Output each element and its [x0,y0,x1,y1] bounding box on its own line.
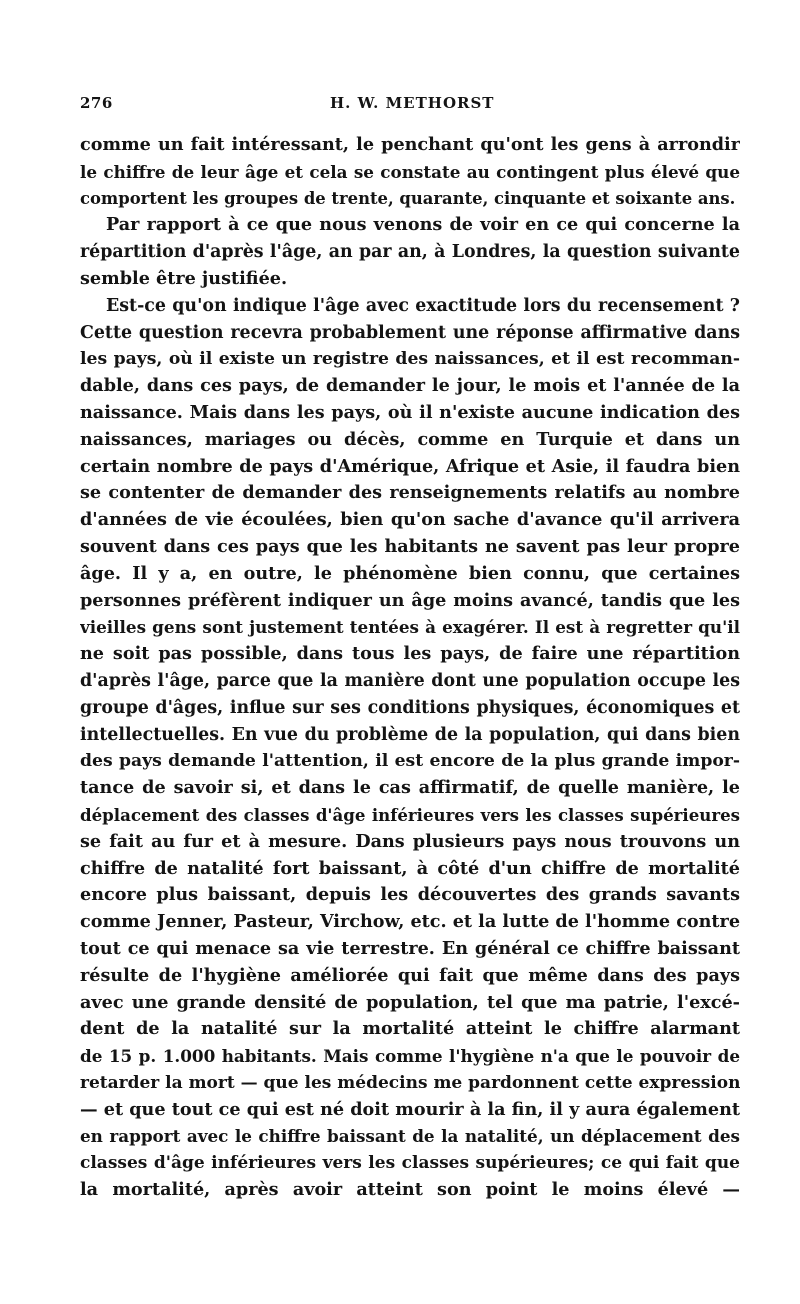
text-line: dent de la natalité sur la mortalité atteint le chiffre alarmant [80,1018,740,1040]
text-line: d'après l'âge, parce que la manière dont une population occupe les [80,670,740,691]
text-line: semble être justifiée. [80,267,288,289]
page-header [80,94,740,116]
text-line: classes d'âge inférieures vers les classes supérieures; ce qui fait que [80,1153,740,1174]
text-line: intellectuelles. En vue du problème de la population, qui dans bien [80,724,740,745]
text-line: déplacement des classes d'âge inférieures vers les classes supérieures [80,804,740,825]
text-line: la mortalité, après avoir atteint son point le moins élevé — [80,1179,740,1201]
text-line: les pays, où il existe un registre des naissances, et il est recomman- [80,349,740,370]
text-line: comme Jenner, Pasteur, Virchow, etc. et la lutte de l'homme contre [80,911,740,933]
text-line: comme un fait intéressant, le penchant qu'ont les gens à arrondir [80,134,740,155]
text-line: résulte de l'hygiène améliorée qui fait que même dans des pays [80,964,740,986]
running-head-author: H. W. METHORST [330,94,495,112]
text-line: naissance. Mais dans les pays, où il n'existe aucune indication des [80,401,740,423]
text-line: se fait au fur et à mesure. Dans plusieurs pays nous trouvons un [80,830,740,852]
text-line: vieilles gens sont justement tentées à exagérer. Il est à regretter qu'il [80,617,740,638]
text-line: tance de savoir si, et dans le cas affirmatif, de quelle manière, le [80,777,740,799]
text-line: ne soit pas possible, dans tous les pays, de faire une répartition [80,643,740,665]
text-line: répartition d'après l'âge, an par an, à Londres, la question suivante [80,242,740,263]
text-line: Est-ce qu'on indique l'âge avec exactitude lors du recensement ? [106,295,740,316]
text-line: se contenter de demander des renseignements relatifs au nombre [80,482,740,504]
page-number: 276 [80,94,113,112]
text-line: avec une grande densité de population, tel que ma patrie, l'excé- [80,991,740,1013]
body-text [80,132,740,1204]
text-line: de 15 p. 1.000 habitants. Mais comme l'hygiène n'a que le pouvoir de [80,1046,740,1067]
text-line: retarder la mort — que les médecins me pardonnent cette expression [80,1072,740,1093]
text-line: âge. Il y a, en outre, le phénomène bien connu, que certaines [80,562,740,584]
text-line: comportent les groupes de trente, quarante, cinquante et soixante ans. [80,188,736,208]
text-line: tout ce qui menace sa vie terrestre. En général ce chiffre baissant [80,937,740,959]
text-line: le chiffre de leur âge et cela se constate au contingent plus élevé que [80,161,740,182]
text-line: naissances, mariages ou décès, comme en Turquie et dans un [80,428,740,450]
text-line: Par rapport à ce que nous venons de voir en ce qui concerne la [106,214,740,236]
text-line: Cette question recevra probablement une réponse affirmative dans [80,322,740,343]
text-line: encore plus baissant, depuis les découvertes des grands savants [80,884,740,906]
text-line: des pays demande l'attention, il est encore de la plus grande impor- [80,751,740,772]
text-line: certain nombre de pays d'Amérique, Afrique et Asie, il faudra bien [80,455,740,477]
text-line: — et que tout ce qui est né doit mourir à la fin, il y aura également [80,1098,740,1120]
text-line: dable, dans ces pays, de demander le jour, le mois et l'année de la [80,375,740,397]
text-line: chiffre de natalité fort baissant, à côté d'un chiffre de mortalité [80,857,740,879]
text-line: en rapport avec le chiffre baissant de la natalité, un déplacement des [80,1126,740,1147]
text-line: souvent dans ces pays que les habitants ne savent pas leur propre [80,535,740,557]
text-line: d'années de vie écoulées, bien qu'on sache d'avance qu'il arrivera [80,509,740,531]
text-line: groupe d'âges, influe sur ses conditions physiques, économiques et [80,697,740,718]
text-line: personnes préfèrent indiquer un âge moins avancé, tandis que les [80,589,740,611]
